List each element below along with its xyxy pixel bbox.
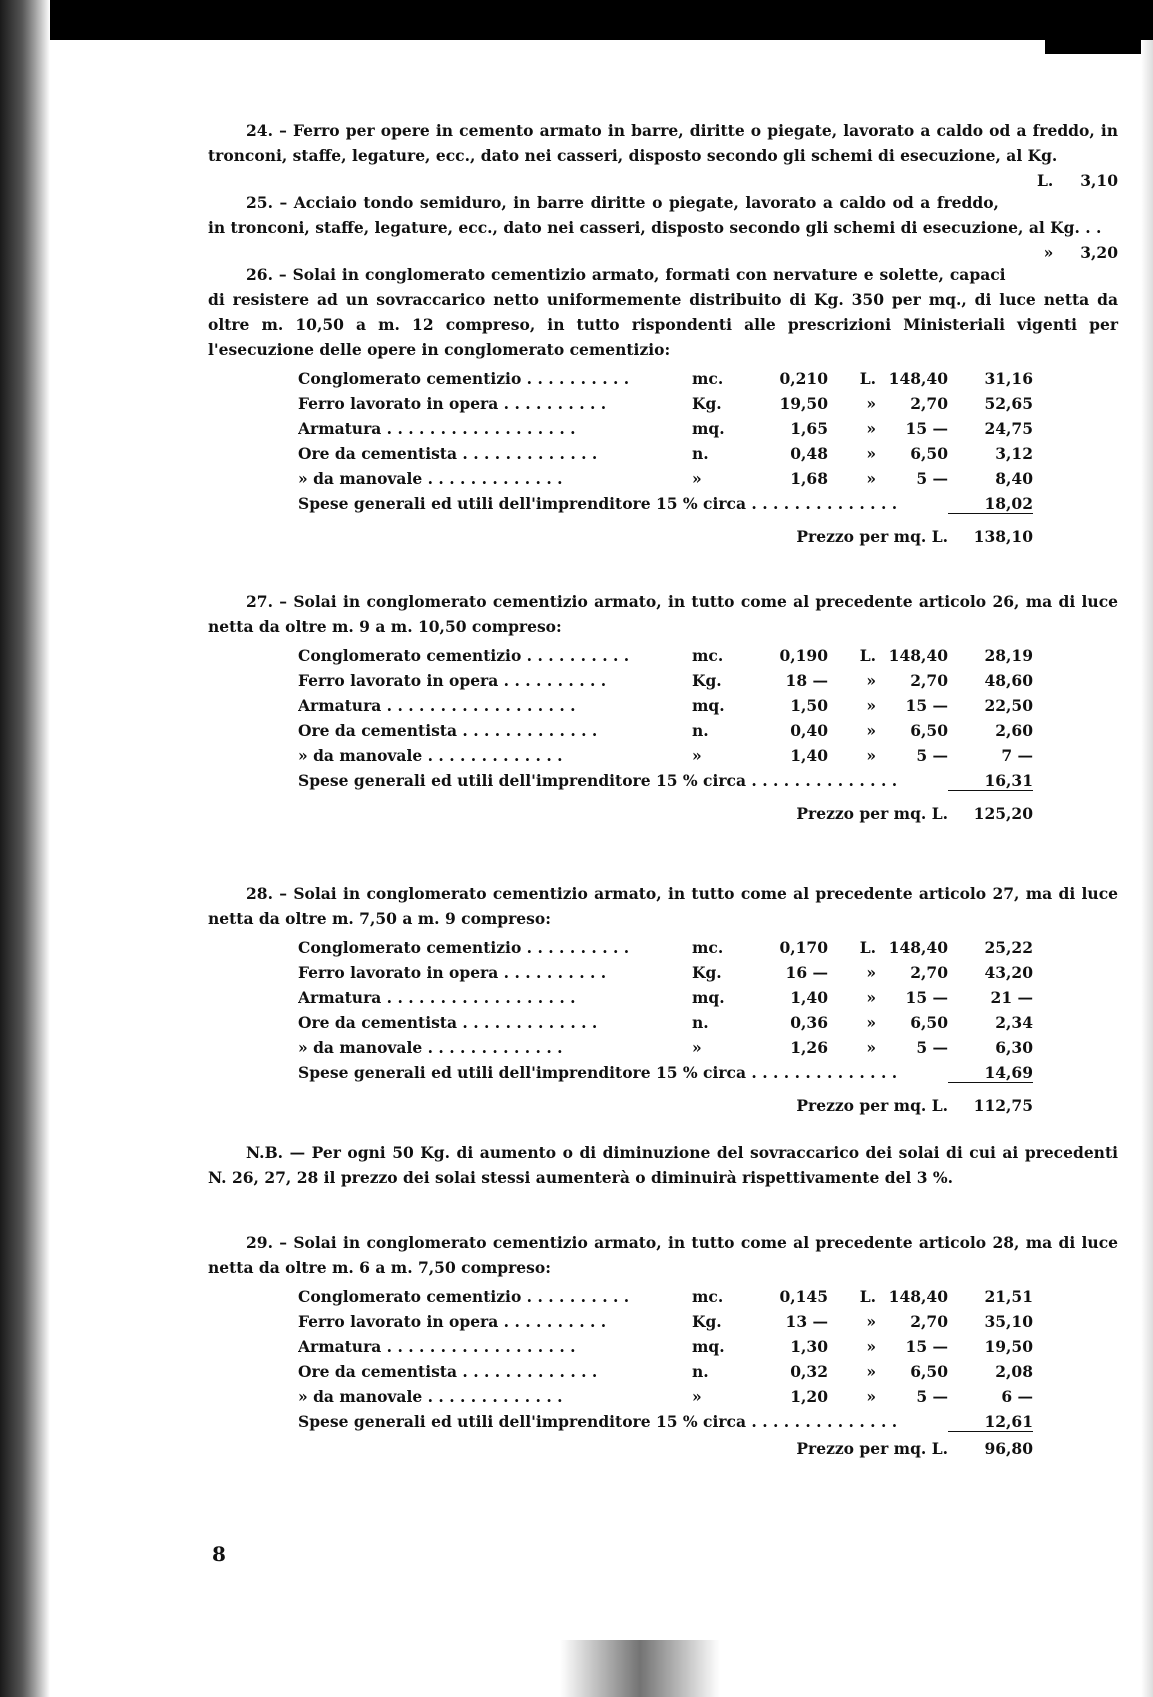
article-26 xyxy=(208,262,1118,549)
article-27 xyxy=(208,589,1118,826)
prezzo-total: Prezzo per mq. L. 96,80 xyxy=(796,1439,1033,1458)
table-row: Armatura . . . . . . . . . . . . . . . . . . mq. 1,40 » 15 — 21 — xyxy=(298,988,1033,1007)
cost-table xyxy=(298,366,1033,549)
spese-row: Spese generali ed utili dell'imprenditore 15 % circa . . . . . . . . . . . . . . 14,69 xyxy=(298,1062,1033,1082)
table-row: » da manovale . . . . . . . . . . . . . » 1,40 » 5 — 7 — xyxy=(298,746,1033,765)
spese-row: Spese generali ed utili dell'imprenditore 15 % circa . . . . . . . . . . . . . . 16,31 xyxy=(298,770,1033,790)
scan-top-right-border xyxy=(1045,0,1153,54)
article-text: 29. – Solai in conglomerato cementizio armato, in tutto come al precedente articolo 28, ma di luce netta da oltre m. 6 a m. 7,50 compreso: xyxy=(208,1233,1118,1277)
table-row: Ore da cementista . . . . . . . . . . . . . n. 0,32 » 6,50 2,08 xyxy=(298,1362,1033,1381)
article-text: 24. – Ferro per opere in cemento armato in barre, diritte o piegate, lavorato a caldo od a freddo, in tronconi, staffe, legature, ecc., dato nei casseri, disposto secondo gli schemi di esecuzione, al Kg. L. 3,10 xyxy=(208,118,1118,168)
table-row: Armatura . . . . . . . . . . . . . . . . . . mq. 1,50 » 15 — 22,50 xyxy=(298,696,1033,715)
spese-row: Spese generali ed utili dell'imprenditore 15 % circa . . . . . . . . . . . . . . 12,61 xyxy=(298,1411,1033,1431)
table-row: Ferro lavorato in opera . . . . . . . . . . Kg. 19,50 » 2,70 52,65 xyxy=(298,394,1033,413)
table-row: Ore da cementista . . . . . . . . . . . . . n. 0,36 » 6,50 2,34 xyxy=(298,1013,1033,1032)
table-row: Armatura . . . . . . . . . . . . . . . . . . mq. 1,65 » 15 — 24,75 xyxy=(298,419,1033,438)
article-29 xyxy=(208,1230,1118,1461)
nota-bene xyxy=(208,1140,1118,1190)
article-price: » 3,20 xyxy=(1043,243,1118,262)
table-row: » da manovale . . . . . . . . . . . . . » 1,26 » 5 — 6,30 xyxy=(298,1038,1033,1057)
article-28 xyxy=(208,881,1118,1118)
prezzo-total: Prezzo per mq. L. 112,75 xyxy=(796,1096,1033,1115)
page-content xyxy=(208,118,1118,1461)
article-text: 28. – Solai in conglomerato cementizio armato, in tutto come al precedente articolo 27, ma di luce netta da oltre m. 7,50 a m. 9 compreso: xyxy=(208,884,1118,928)
table-row: » da manovale . . . . . . . . . . . . . » 1,68 » 5 — 8,40 xyxy=(298,469,1033,488)
table-row: Conglomerato cementizio . . . . . . . . . . mc. 0,210 L. 148,40 31,16 xyxy=(298,369,1033,388)
cost-table xyxy=(298,643,1033,826)
scan-right-edge xyxy=(1141,40,1153,1697)
table-row: » da manovale . . . . . . . . . . . . . » 1,20 » 5 — 6 — xyxy=(298,1387,1033,1406)
table-row: Conglomerato cementizio . . . . . . . . . . mc. 0,145 L. 148,40 21,51 xyxy=(298,1287,1033,1306)
prezzo-total: Prezzo per mq. L. 138,10 xyxy=(796,527,1033,546)
page-number: 8 xyxy=(212,1542,226,1566)
table-row: Ferro lavorato in opera . . . . . . . . . . Kg. 18 — » 2,70 48,60 xyxy=(298,671,1033,690)
article-price: L. 3,10 xyxy=(1036,171,1118,190)
scan-top-border xyxy=(0,0,1153,40)
article-25 xyxy=(208,190,1118,262)
prezzo-total: Prezzo per mq. L. 125,20 xyxy=(796,804,1033,823)
article-text: 27. – Solai in conglomerato cementizio armato, in tutto come al precedente articolo 26, ma di luce netta da oltre m. 9 a m. 10,50 compreso: xyxy=(208,592,1118,636)
article-text: 26. – Solai in conglomerato cementizio armato, formati con nervature e solette, capaci di resistere ad un sovraccarico netto uniformemente distribuito di Kg. 350 per mq., di luce netta da oltre m. 10,50 a m. 12 compreso, in tutto rispondenti alle prescrizioni Ministeriali vigenti per l'esecuzione delle opere in conglomerato cementizio: xyxy=(208,265,1118,359)
scan-left-edge xyxy=(0,0,50,1697)
table-row: Conglomerato cementizio . . . . . . . . . . mc. 0,190 L. 148,40 28,19 xyxy=(298,646,1033,665)
article-text: 25. – Acciaio tondo semiduro, in barre diritte o piegate, lavorato a caldo od a freddo, in tronconi, staffe, legature, ecc., dato nei casseri, disposto secondo gli schemi di esecuzione, al Kg. . . » 3,20 xyxy=(208,190,1118,240)
table-row: Ferro lavorato in opera . . . . . . . . . . Kg. 16 — » 2,70 43,20 xyxy=(298,963,1033,982)
table-row: Ferro lavorato in opera . . . . . . . . . . Kg. 13 — » 2,70 35,10 xyxy=(298,1312,1033,1331)
scan-bottom-smudge xyxy=(560,1640,720,1697)
table-row: Ore da cementista . . . . . . . . . . . . . n. 0,48 » 6,50 3,12 xyxy=(298,444,1033,463)
article-24 xyxy=(208,118,1118,190)
table-row: Conglomerato cementizio . . . . . . . . . . mc. 0,170 L. 148,40 25,22 xyxy=(298,938,1033,957)
table-row: Armatura . . . . . . . . . . . . . . . . . . mq. 1,30 » 15 — 19,50 xyxy=(298,1337,1033,1356)
cost-table xyxy=(298,1284,1033,1461)
nota-bene-text: N.B. — Per ogni 50 Kg. di aumento o di diminuzione del sovraccarico dei solai di cui ai precedenti N. 26, 27, 28 il prezzo dei solai stessi aumenterà o diminuirà rispettivamente del 3 %. xyxy=(208,1143,1118,1187)
spese-row: Spese generali ed utili dell'imprenditore 15 % circa . . . . . . . . . . . . . . 18,02 xyxy=(298,493,1033,513)
cost-table xyxy=(298,935,1033,1118)
table-row: Ore da cementista . . . . . . . . . . . . . n. 0,40 » 6,50 2,60 xyxy=(298,721,1033,740)
